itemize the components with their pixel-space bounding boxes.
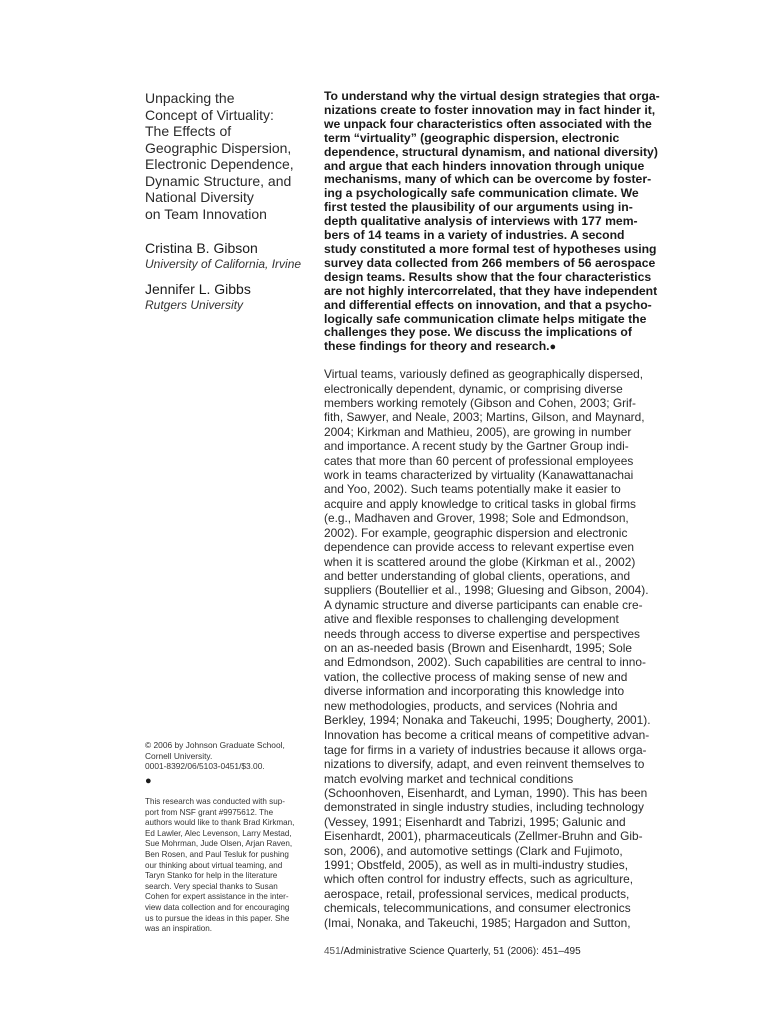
- author-name: Jennifer L. Gibbs: [145, 281, 251, 297]
- author-affiliation: Rutgers University: [145, 298, 244, 312]
- footnote-bullet-icon: ●: [145, 775, 152, 787]
- abstract-text: To understand why the virtual design strategies that orga- nizations create to foster innovation may in fact hinder it, we unpack four characteristics often associated with the term “virtuality” (geographic dispersion, electronic dependence, structural dynamism, and national diversity) and argue that each hinders innovation through unique mechanisms, many of which can be overcome by foster- ing a psychologically safe communication climate. We first tested the plausibility of our arguments using in- depth qualitative analysis of interviews with 177 mem- bers of 14 teams in a variety of industries. A second study constituted a more formal test of hypotheses using survey data collected from 266 members of 56 aerospace design teams. Results show that the four characteristics are not highly intercorrelated, that they have independent and differential effects on innovation, and that a psycho- logically safe communication climate helps mitigate the challenges they pose. We discuss the implications of these findings for theory and research.: [324, 89, 660, 354]
- acknowledgement-footnote: This research was conducted with sup- port from NSF grant #9975612. The authors would like to thank Brad Kirkman, Ed Lawler, Alec Levenson, Larry Mestad, Sue Mohrman, Jude Olsen, Arjan Raven, Ben Rosen, and Paul Tesluk for pushing our thinking about virtual teaming, and Taryn Stanko for help in the literature search. Very special thanks to Susan Cohen for expert assistance in the inter- view data collection and for encouraging us to pursue the ideas in this paper. She was an inspiration.: [145, 797, 295, 934]
- page-number: 451: [324, 946, 341, 957]
- copyright-notice: © 2006 by Johnson Graduate School, Cornell University. 0001-8392/06/5103-0451/$3.00.: [145, 740, 285, 771]
- journal-citation: /Administrative Science Quarterly, 51 (2006): 451–495: [340, 946, 581, 957]
- author-affiliation: University of California, Irvine: [145, 257, 302, 271]
- body-paragraph-2: Innovation has become a critical means of competitive advan- tage for firms in a variety of industries because it allows orga- nizations to diversify, adapt, and even reinvent themselves to match evolving market and technical conditions (Schoonhoven, Eisenhardt, and Lyman, 1990). This has been demonstrated in single industry studies, including technology (Vessey, 1991; Eisenhardt and Tabrizi, 1995; Galunic and Eisenhardt, 2001), pharmaceuticals (Zellmer-Bruhn and Gib- son, 2006), and automotive settings (Clark and Fujimoto, 1991; Obstfeld, 2005), as well as in multi-industry studies, which often control for industry effects, such as agriculture, aerospace, retail, professional services, medical products, chemicals, telecommunications, and consumer electronics (Imai, Nonaka, and Takeuchi, 1985; Hargadon and Sutton,: [324, 728, 650, 930]
- author-name: Cristina B. Gibson: [145, 240, 258, 256]
- main-column: [324, 90, 676, 930]
- article-title: Unpacking the Concept of Virtuality: The Effects of Geographic Dispersion, Electronic Dependence, Dynamic Structure, and National Diversity on Team Innovation: [145, 90, 294, 222]
- body-paragraph-1: Virtual teams, variously defined as geographically dispersed, electronically dependent, dynamic, or comprising diverse members working remotely (Gibson and Cohen, 2003; Grif- fith, Sawyer, and Neale, 2003; Martins, Gilson, and Maynard, 2004; Kirkman and Mathieu, 2005), are growing in number and importance. A recent study by the Gartner Group indi- cates that more than 60 percent of professional employees work in teams characterized by virtuality (Kanawattanachai and Yoo, 2002). Such teams potentially make it easier to acquire and apply knowledge to critical tasks in global firms (e.g., Madhaven and Grover, 1998; Sole and Edmondson, 2002). For example, geographic dispersion and electronic dependence can provide access to relevant expertise even when it is scattered around the globe (Kirkman et al., 2002) and better understanding of global clients, operations, and suppliers (Boutellier et al., 1998; Gluesing and Gibson, 2004). A dynamic structure and diverse participants can enable cre- ative and flexible responses to challenging development needs through access to diverse expertise and perspectives on an as-needed basis (Brown and Eisenhardt, 1995; Sole and Edmondson, 2002). Such capabilities are central to inno- vation, the collective process of making sense of new and diverse information and incorporating this knowledge into new methodologies, products, and services (Nohria and Berkley, 1994; Nonaka and Takeuchi, 1995; Dougherty, 2001).: [324, 367, 651, 727]
- author-1: [145, 240, 305, 271]
- author-2: [145, 281, 305, 312]
- abstract-end-mark-icon: ●: [549, 341, 557, 354]
- page-footer: [324, 946, 581, 958]
- left-column: [145, 90, 305, 312]
- abstract: [324, 90, 676, 355]
